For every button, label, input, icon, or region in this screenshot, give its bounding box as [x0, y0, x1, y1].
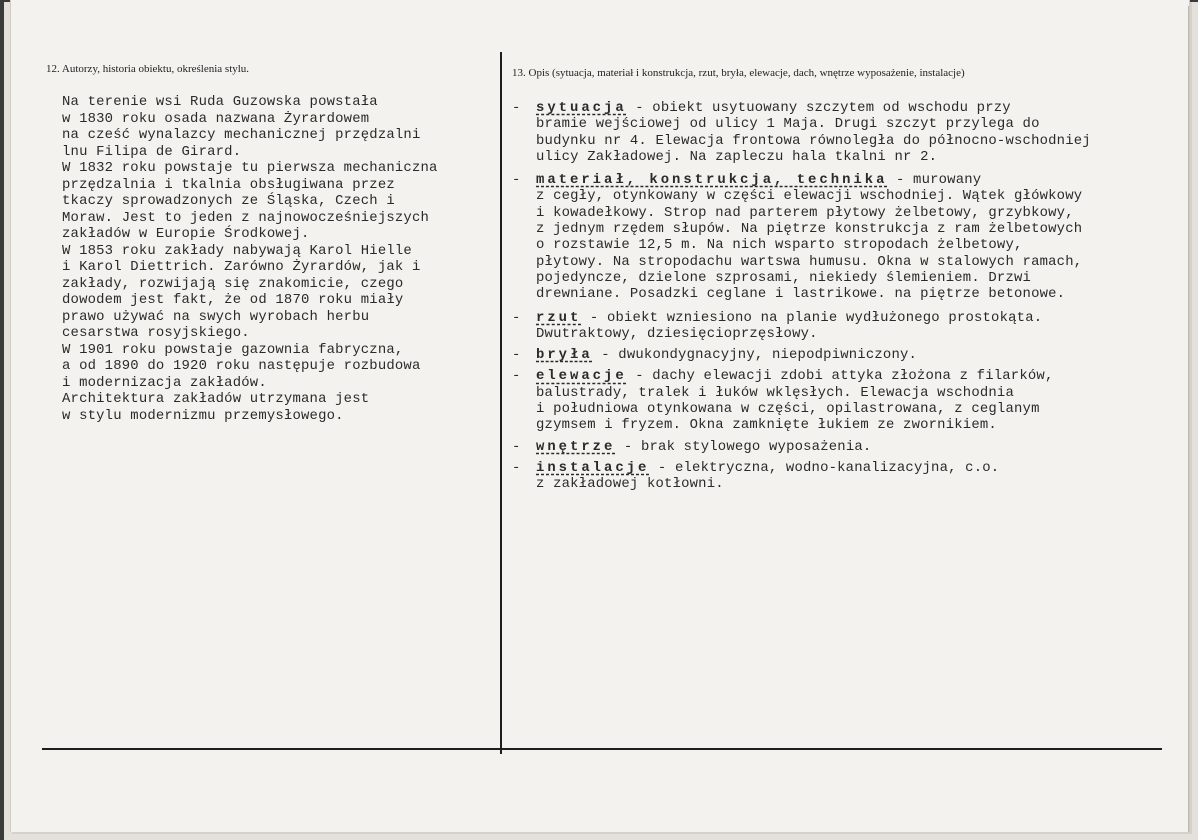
- description-entry: [506, 347, 1186, 363]
- entry-label: instalacje: [536, 459, 650, 476]
- history-line: i modernizacja zakładów.: [62, 374, 267, 391]
- entry-dash: -: [512, 172, 521, 189]
- entry-text: - dwukondygnacyjny, niepodpiwniczony.: [592, 347, 918, 364]
- entry-first-line: [506, 439, 1186, 455]
- description-entry: [506, 439, 1186, 455]
- entry-spacer: [506, 303, 1186, 310]
- history-line: a od 1890 do 1920 roku następuje rozbudowa: [62, 358, 421, 374]
- entry-label: elewacje: [536, 368, 627, 385]
- entry-first-line: [506, 310, 1186, 326]
- entry-text: - dachy elewacji zdobi attyka złożona z filarków,: [626, 368, 1054, 385]
- history-line: prawo używać na swych wyrobach herbu: [62, 308, 370, 325]
- entry-first-line: [506, 347, 1186, 363]
- history-line: Moraw. Jest to jeden z najnowocześniejszych: [62, 209, 430, 226]
- history-line: Na terenie wsi Ruda Guzowska powstała: [62, 94, 378, 110]
- entry-dash: -: [512, 100, 521, 116]
- history-line: lnu Filipa de Girard.: [62, 143, 242, 160]
- history-line: W 1901 roku powstaje gazownia fabryczna,: [62, 341, 404, 358]
- entry-spacer: [506, 165, 1186, 172]
- entry-label: materiał, konstrukcja, technika: [536, 172, 888, 189]
- history-line: dowodem jest fakt, że od 1870 roku miały: [62, 292, 404, 308]
- entry-text: - obiekt wzniesiono na planie wydłużonego prostokąta.: [581, 309, 1043, 326]
- entry-text: - obiekt usytuowany szczytem od wschodu przy: [626, 100, 1011, 116]
- column-divider: [500, 52, 502, 754]
- entry-dash: -: [512, 347, 521, 364]
- entry-dash: -: [512, 309, 521, 326]
- entry-continuation-line: pojedyncze, dzielone szprosami, niekiedy ślemieniem. Drzwi: [536, 269, 1032, 286]
- bottom-rule: [42, 748, 1162, 750]
- entry-text: - elektryczna, wodno-kanalizacyjna, c.o.: [649, 459, 1000, 476]
- history-line: i Karol Diettrich. Zarówno Żyrardów, jak i: [62, 259, 421, 275]
- entry-first-line: [506, 460, 1186, 476]
- entry-continuation-line: z jednym rzędem słupów. Na piętrze konstrukcja z ram żelbetowych: [536, 221, 1083, 238]
- entry-continuation-line: balustrady, tralek i łuków wklęsłych. Elewacja wschodnia: [536, 384, 1015, 401]
- entry-dash: -: [512, 438, 521, 455]
- entry-label: wnętrze: [536, 438, 616, 455]
- entry-label: rzut: [536, 309, 582, 326]
- entry-continuation-line: i kowadełkowy. Strop nad parterem płytowy żelbetowy, grzybkowy,: [536, 204, 1074, 221]
- entry-continuation-line: Dwutraktowy, dziesięcioprzęsłowy.: [536, 325, 818, 342]
- entry-dash: -: [512, 368, 521, 385]
- history-line: W 1832 roku powstaje tu pierwsza mechaniczna: [62, 160, 438, 176]
- description-entry: [506, 368, 1186, 433]
- history-line: w stylu modernizmu przemysłowego.: [62, 407, 344, 424]
- entry-continuation-line: z cegły, otynkowany w części elewacji wschodniej. Wątek główkowy: [536, 188, 1083, 205]
- description-entry: [506, 460, 1186, 493]
- history-line: tkaczy sprowadzonych ze Śląska, Czech i: [62, 193, 395, 209]
- history-line: zakładów w Europie Środkowej.: [62, 226, 310, 242]
- description-text: [506, 100, 1186, 493]
- history-line: cesarstwa rosyjskiego.: [62, 325, 250, 341]
- entry-text: - murowany: [887, 172, 982, 189]
- entry-label: bryła: [536, 347, 593, 364]
- entry-first-line: [506, 172, 1186, 188]
- section-13-heading: 13. Opis (sytuacja, materiał i konstrukcja, rzut, bryła, elewacje, dach, wnętrze wyposażenie, instalacje): [512, 67, 965, 79]
- history-line: na cześć wynalazcy mechanicznej przędzalni: [62, 127, 421, 143]
- entry-continuation-line: gzymsem i fryzem. Okna zamknięte łukiem ze zwornikiem.: [536, 417, 997, 434]
- entry-text: - brak stylowego wyposażenia.: [615, 438, 872, 455]
- entry-label: sytuacja: [536, 100, 627, 116]
- entry-continuation-line: i południowa otynkowana w części, opilastrowana, z ceglanym: [536, 401, 1040, 418]
- history-line: W 1853 roku zakłady nabywają Karol Hielle: [62, 242, 412, 259]
- entry-continuation-line: płytowy. Na stropodachu wartswa humusu. Okna w stalowych ramach,: [536, 253, 1083, 270]
- history-line: Architektura zakładów utrzymana jest: [62, 391, 370, 407]
- history-line: w 1830 roku osada nazwana Żyrardowem: [62, 110, 370, 127]
- entry-continuation-line: ulicy Zakładowej. Na zapleczu hala tkalni nr 2.: [536, 148, 938, 165]
- entry-first-line: [506, 368, 1186, 384]
- entry-dash: -: [512, 459, 521, 476]
- entry-first-line: [506, 100, 1186, 116]
- entry-continuation-line: budynku nr 4. Elewacja frontowa równoległa do północno-wschodniej: [536, 132, 1091, 149]
- section-12-heading: 12. Autorzy, historia obiektu, określenia stylu.: [46, 63, 250, 75]
- entry-continuation-line: o rozstawie 12,5 m. Na nich wsparto stropodach żelbetowy,: [536, 237, 1023, 254]
- history-text: [62, 94, 498, 424]
- description-entry: [506, 310, 1186, 343]
- description-entry: [506, 172, 1186, 302]
- entry-continuation-line: z zakładowej kotłowni.: [536, 476, 724, 493]
- history-line: zakłady, rozwijają się znakomicie, czego: [62, 275, 404, 292]
- entry-continuation-line: drewniane. Posadzki ceglane i lastrikowe. na piętrze betonowe.: [536, 286, 1066, 303]
- card-edge: [1188, 6, 1189, 832]
- description-entry: [506, 100, 1186, 165]
- history-line: przędzalnia i tkalnia obsługiwana przez: [62, 176, 395, 193]
- entry-continuation-line: bramie wejściowej od ulicy 1 Maja. Drugi szczyt przylega do: [536, 116, 1040, 133]
